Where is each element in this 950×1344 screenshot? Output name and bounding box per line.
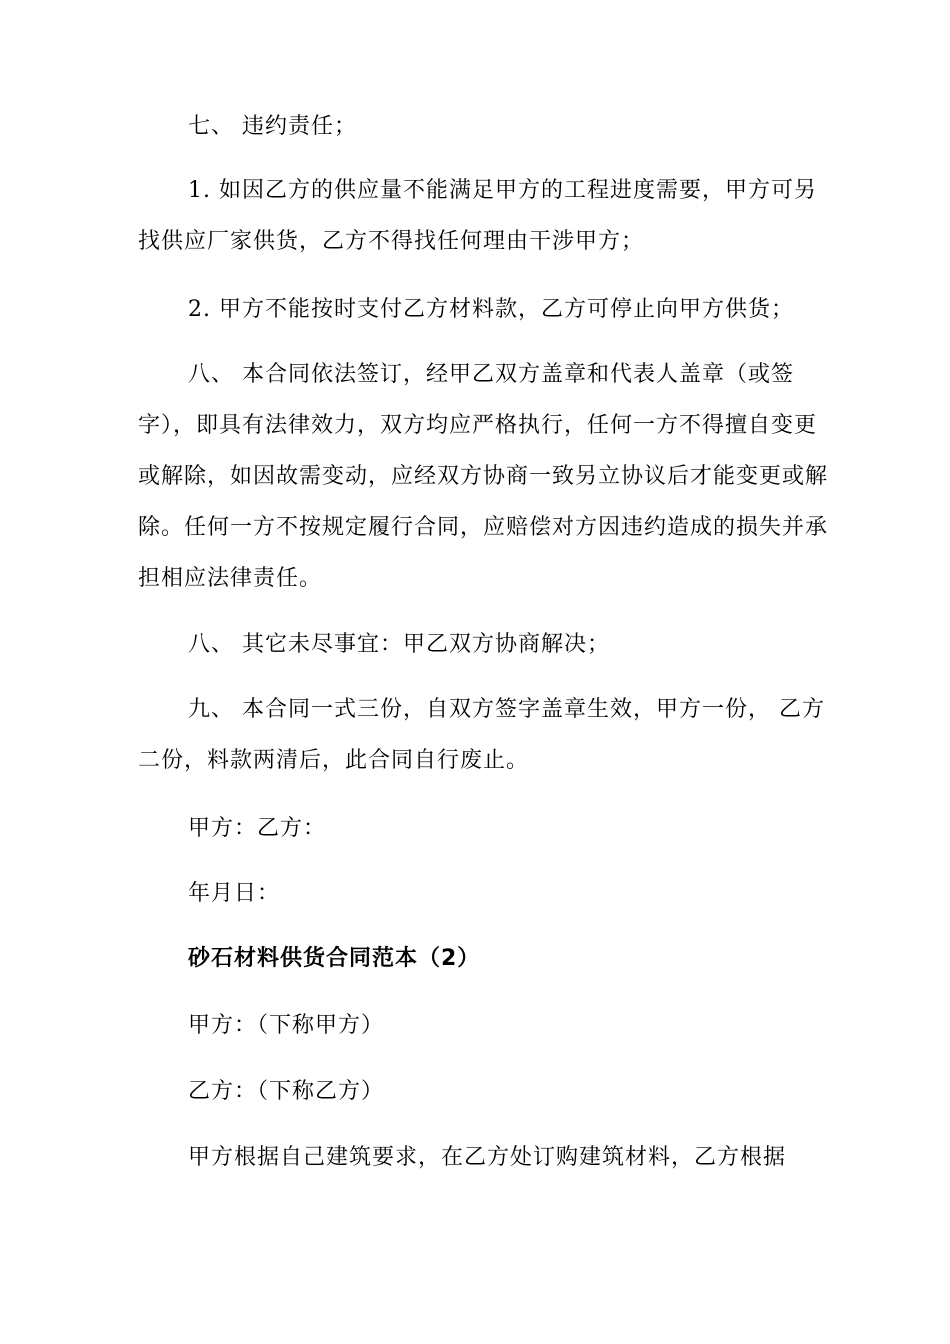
clause-7-item-2: 2. 甲方不能按时支付乙方材料款，乙方可停止向甲方供货； bbox=[188, 297, 794, 322]
date-line: 年月日： bbox=[188, 881, 281, 906]
party-signatures: 甲方：乙方： bbox=[188, 816, 327, 841]
clause-7-item-1: 1. 如因乙方的供应量不能满足甲方的工程进度需要，甲方可另找供应厂家供货，乙方不得找任何理由干涉甲方； bbox=[138, 178, 817, 254]
party-b-line: 乙方：（下称乙方） bbox=[188, 1079, 385, 1104]
clause-7-heading: 七、 违约责任； bbox=[188, 114, 357, 139]
clause-8-other-matters: 八、 其它未尽事宜：甲乙双方协商解决； bbox=[188, 632, 610, 657]
clause-9-copies: 九、 本合同一式三份，自双方签字盖章生效，甲方一份， 乙方二份，料款两清后，此合同自行废止。 bbox=[138, 697, 825, 773]
section-title: 砂石材料供货合同范本（2） bbox=[188, 946, 481, 971]
party-a-line: 甲方：（下称甲方） bbox=[188, 1013, 385, 1038]
clause-8-validity: 八、 本合同依法签订，经甲乙双方盖章和代表人盖章（或签字），即具有法律效力，双方均应严格执行，任何一方不得擅自变更或解除，如因故需变动，应经双方协商一致另立协议后才能变更或解除。任何一方不按规定履行合同，应赔偿对方因违约造成的损失并承担相应法律责任。 bbox=[138, 362, 829, 591]
body-intro: 甲方根据自己建筑要求，在乙方处订购建筑材料，乙方根据 bbox=[188, 1145, 787, 1170]
